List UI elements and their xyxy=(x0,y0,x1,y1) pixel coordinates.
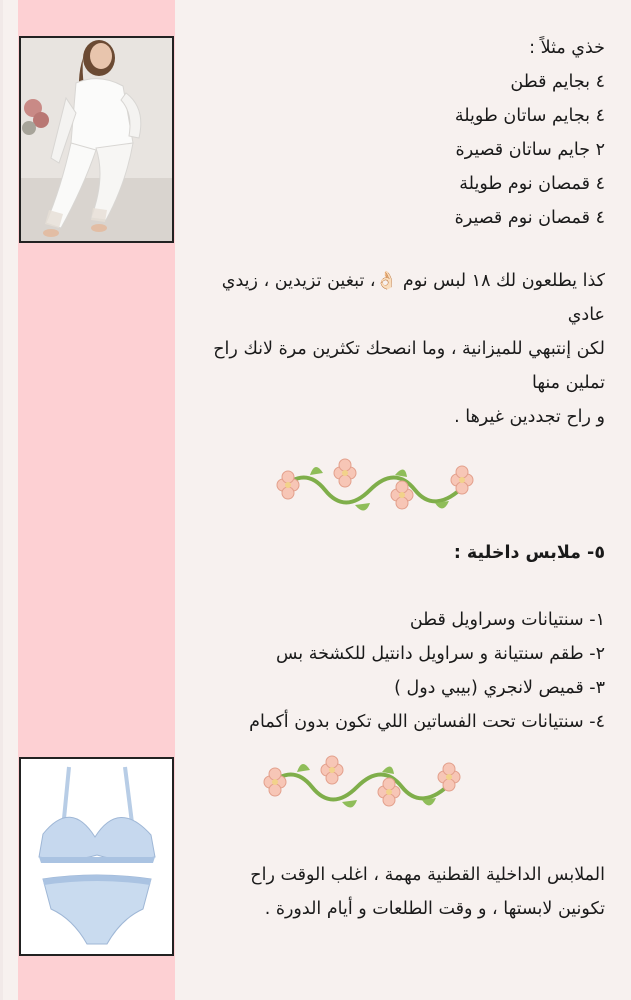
list-item: ٢ جايم ساتان قصيرة xyxy=(455,140,605,160)
list-item: ١- سنتيانات وسراويل قطن xyxy=(409,610,605,630)
underwear-list xyxy=(185,603,605,739)
note-line: الملابس الداخلية القطنية مهمة ، اغلب الوقت راح xyxy=(250,865,605,885)
satin-pajama-photo xyxy=(19,36,174,243)
flower-vine-divider xyxy=(252,752,472,817)
blue-bra-set-photo xyxy=(19,757,174,956)
list-item: ٤- سنتيانات تحت الفساتين اللي تكون بدون أكمام xyxy=(249,712,605,732)
list-item: ٤ قمصان نوم قصيرة xyxy=(454,208,605,228)
list-item: ٢- طقم سنتيانة و سراويل دانتيل للكشخة بس xyxy=(276,644,605,664)
advice-line: لكن إنتبهي للميزانية ، وما انصحك تكثرين مرة لانك راح xyxy=(213,339,605,359)
advice-line: تملين منها xyxy=(532,373,605,393)
advice-paragraph xyxy=(185,264,605,434)
flower-vine-divider xyxy=(265,455,485,520)
sleepwear-list xyxy=(185,31,605,235)
note-paragraph xyxy=(185,858,605,926)
note-line: تكونين لابستها ، و وقت الطلعات و أيام الدورة . xyxy=(264,899,605,919)
list-item: ٣- قميص لانجري (بيبي دول ) xyxy=(394,678,605,698)
list-item: ٤ قمصان نوم طويلة xyxy=(459,174,605,194)
advice-line: و راح تجددين غيرها . xyxy=(454,407,605,427)
list-item: ٤ بجايم ساتان طويلة xyxy=(454,106,605,126)
advice-line: عادي xyxy=(567,305,605,325)
list-intro: خذي مثلاً : xyxy=(529,38,605,58)
underwear-heading xyxy=(185,536,605,570)
page-edge xyxy=(0,0,3,1000)
advice-line: كذا يطلعون لك ١٨ لبس نوم 👌🏻، تبغين تزيدين ، زيدي xyxy=(221,271,605,291)
section-heading: ٥- ملابس داخلية : xyxy=(453,543,605,563)
list-item: ٤ بجايم قطن xyxy=(510,72,605,92)
